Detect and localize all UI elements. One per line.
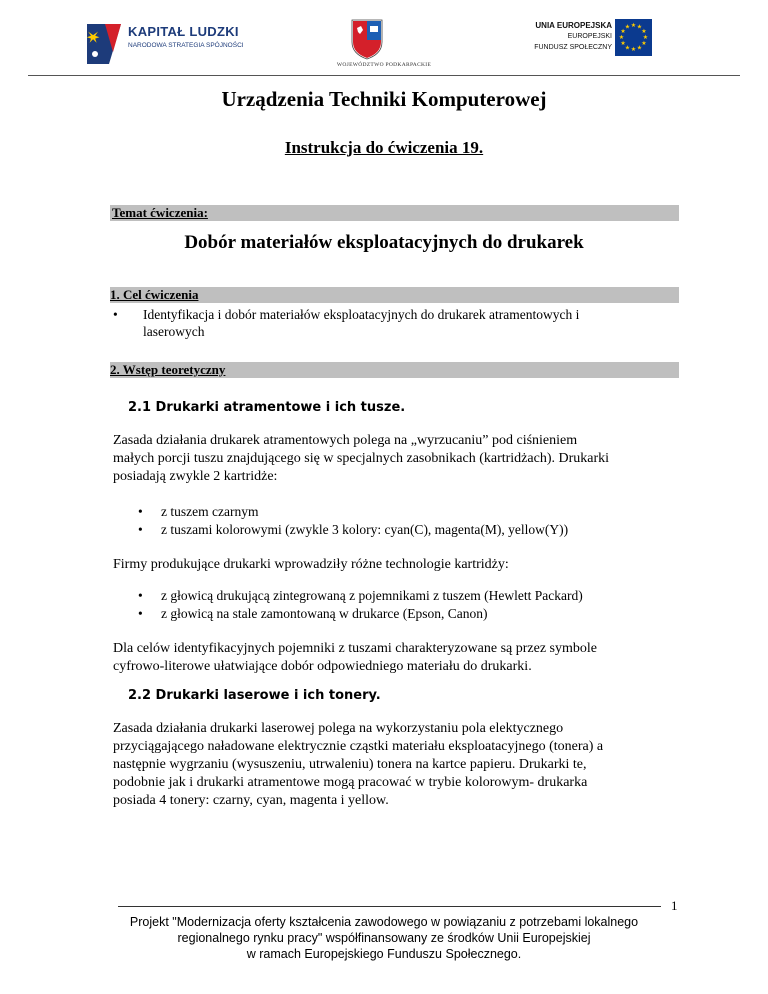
kapital-ludzki-title: KAPITAŁ LUDZKI: [128, 24, 239, 39]
voivodeship-crest-icon: [350, 18, 384, 60]
svg-text:★: ★: [624, 23, 631, 31]
page-number: 1: [671, 898, 678, 913]
list-item-text: z tuszem czarnym: [161, 504, 259, 519]
eu-line-2: EUROPEJSKI: [567, 33, 612, 40]
footer-divider: [118, 906, 661, 907]
paragraph-3-line-2: cyfrowo-literowe ułatwiające dobór odpowiedniego materiału do drukarki.: [113, 659, 532, 674]
svg-text:★: ★: [620, 28, 626, 35]
eu-line-3: FUNDUSZ SPOŁECZNY: [534, 44, 612, 51]
bullet-icon: •: [138, 504, 143, 519]
paragraph-1-line-1: Zasada działania drukarek atramentowych polega na „wyrzucaniu” pod ciśnieniem: [113, 433, 578, 448]
page-title: Urządzenia Techniki Komputerowej: [221, 87, 547, 111]
topic-label: Temat ćwiczenia:: [112, 205, 208, 220]
paragraph-1-line-2: małych porcji tuszu znajdującego się w specjalnych zasobnikach (kartridżach). Drukarki: [113, 451, 610, 466]
svg-text:★: ★: [642, 34, 649, 41]
eu-text-block: [480, 20, 612, 53]
footer-line-3: w ramach Europejskiego Funduszu Społecznego.: [246, 947, 522, 961]
svg-text:★: ★: [630, 22, 637, 29]
paragraph-3-line-1: Dla celów identyfikacyjnych pojemniki z tuszami charakteryzowane są przez symbole: [113, 641, 597, 656]
paragraph-4-line-5: posiada 4 tonery: czarny, cyan, magenta i yellow.: [113, 793, 389, 808]
svg-text:★: ★: [620, 40, 626, 47]
topic-heading: Dobór materiałów eksploatacyjnych do drukarek: [184, 232, 584, 253]
list-2-item-2: [138, 605, 698, 622]
bullet-icon: •: [113, 307, 118, 322]
list-item-text: z tuszami kolorowymi (zwykle 3 kolory: cyan(C), magenta(M), yellow(Y)): [161, 522, 569, 537]
paragraph-1-line-3: posiadają zwykle 2 kartridże:: [113, 469, 278, 484]
list-1-item-2: [138, 521, 698, 538]
list-item-text: z głowicą drukującą zintegrowaną z pojemnikami z tuszem (Hewlett Packard): [161, 588, 583, 603]
footer-line-2: regionalnego rynku pracy" współfinansowany ze środków Unii Europejskiej: [177, 931, 591, 945]
voivodeship-caption: WOJEWÓDZTWO PODKARPACKIE: [336, 62, 432, 68]
subsection-2-1-heading: 2.1 Drukarki atramentowe i ich tusze.: [128, 400, 406, 415]
paragraph-4-line-3: następnie wygrzaniu (wysuszeniu, utrwaleniu) tonera na kartce papieru. Drukarki te,: [113, 757, 587, 772]
list-2-item-1: [138, 587, 698, 604]
svg-text:★: ★: [630, 46, 637, 53]
section-2-label: 2. Wstęp teoretyczny: [110, 362, 226, 377]
list-item-text: z głowicą na stale zamontowaną w drukarce (Epson, Canon): [161, 606, 488, 621]
svg-text:★: ★: [624, 44, 631, 52]
page-subtitle: Instrukcja do ćwiczenia 19.: [284, 138, 484, 157]
kapital-ludzki-subtitle: NARODOWA STRATEGIA SPÓJNOŚCI: [128, 42, 244, 49]
paragraph-4-line-4: podobnie jak i drukarki atramentowe mogą pracować w trybie kolorowym- drukarka: [113, 775, 588, 790]
paragraph-4-line-1: Zasada działania drukarki laserowej polega na wykorzystaniu pola elektycznego: [113, 721, 564, 736]
footer-line-1: Projekt "Modernizacja oferty kształcenia zawodowego w powiązaniu z potrzebami lokalnego: [129, 915, 639, 929]
eu-line-1: UNIA EUROPEJSKA: [535, 21, 612, 30]
paragraph-3: [113, 640, 683, 676]
svg-text:★: ★: [641, 40, 647, 47]
section-1-label: 1. Cel ćwiczenia: [110, 287, 199, 302]
list-1-item-1: [138, 503, 698, 520]
header-divider: [28, 75, 740, 76]
svg-text:★: ★: [636, 23, 643, 31]
section-1-bullet-line-1: Identyfikacja i dobór materiałów eksploatacyjnych do drukarek atramentowych i: [143, 307, 580, 322]
svg-text:★: ★: [636, 44, 643, 52]
paragraph-4: [113, 720, 683, 810]
paragraph-1: [113, 432, 683, 486]
bullet-icon: •: [138, 606, 143, 621]
subsection-2-2-heading: 2.2 Drukarki laserowe i ich tonery.: [128, 688, 381, 703]
section-1-bullet-line-2: laserowych: [143, 324, 205, 339]
footer-note: [0, 914, 768, 962]
bullet-icon: •: [138, 522, 143, 537]
svg-text:★: ★: [641, 28, 647, 35]
paragraph-2: Firmy produkujące drukarki wprowadziły różne technologie kartridży:: [113, 557, 509, 572]
section-1-bullet: [113, 306, 683, 340]
eu-flag-icon: [615, 19, 652, 56]
bullet-icon: •: [138, 588, 143, 603]
paragraph-4-line-2: przyciągającego naładowane elektrycznie cząstki materiału eksploatacyjnego (tonera) a: [113, 739, 604, 754]
svg-text:★: ★: [618, 34, 625, 41]
